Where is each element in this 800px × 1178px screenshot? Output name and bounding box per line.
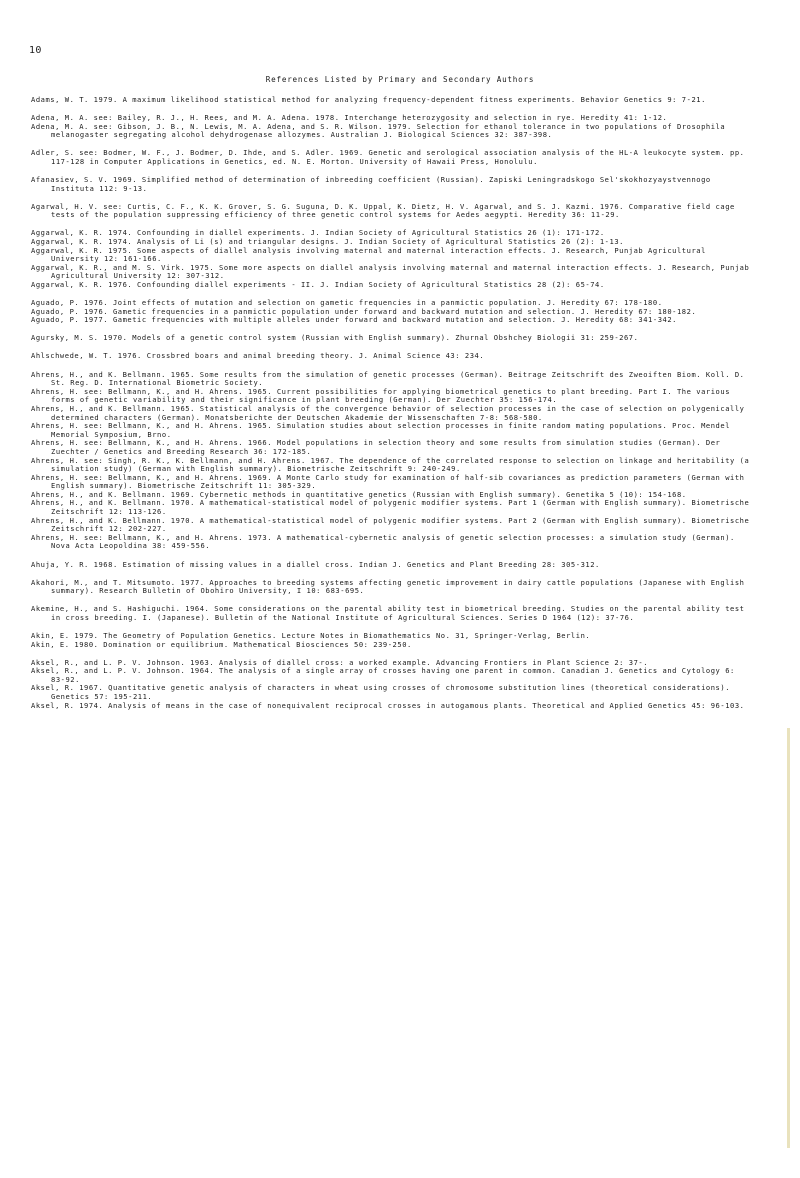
reference-group [31,299,751,325]
page-number: 10 [29,45,42,56]
reference-group [31,605,751,622]
reference-entry: Agarwal, H. V. see: Curtis, C. F., K. K. Grover, S. G. Suguna, D. K. Uppal, K. Dietz, H. V. Agarwal, and S. J. Kazmi. 1976. Comparative field cage tests of the population suppressing efficiency of three genetic control systems for Aedes aegypti. Heredity 36: 11-29. [31,201,735,220]
page-title: References Listed by Primary and Secondary Authors [265,75,535,84]
reference-entry: Aggarwal, K. R., and M. S. Virk. 1975. Some more aspects on diallel analysis involving maternal and maternal interaction effects. J. Research, Punjab Agricultural University 12: 307-312. [31,262,750,281]
reference-entry: Agursky, M. S. 1970. Models of a genetic control system (Russian with English summary). Zhurnal Obshchey Biologii 31: 259-267. [31,333,639,343]
reference-group [31,176,751,193]
reference-entry: Ahrens, H., and K. Bellmann. 1965. Some results from the simulation of genetic processes (German). Beitrage Zeitschrift des Zweoiften Biom. Koll. D. St. Reg. D. International Biometric Society. [31,369,745,388]
reference-entry: Aguado, P. 1976. Joint effects of mutation and selection on gametic frequencies in a panmictic population. J. Heredity 67: 178-180. [31,298,663,308]
reference-list [31,96,751,720]
reference-group [31,149,751,166]
reference-group [31,114,751,140]
reference-entry: Akin, E. 1980. Domination or equilibrium. Mathematical Biosciences 50: 239-250. [31,639,412,649]
reference-entry: Ahrens, H., and K. Bellmann. 1969. Cybernetic methods in quantitative genetics (Russian with English summary). Genetika 5 (10): 154-168. [31,489,687,499]
reference-entry: Ahrens, H. see: Singh, R. K., K. Bellmann, and H. Ahrens. 1967. The dependence of the correlated response to selection on linkage and heritability (a simulation study) (German with English summary). Biometrische Zeitschrift 9: 240-249. [31,455,750,474]
reference-entry: Aggarwal, K. R. 1974. Analysis of Li (s) and triangular designs. J. Indian Society of Agricultural Statistics 26 (2): 1-13. [31,237,624,247]
reference-entry: Aksel, R., and L. P. V. Johnson. 1964. The analysis of a single array of crosses having one parent in common. Canadian J. Genetics and Cytology 6: 83-92. [31,666,735,684]
reference-entry: Aksel, R. 1974. Analysis of means in the case of nonequivalent reciprocal crosses in autogamous plants. Theoretical and Applied Genetics 45: 96-103. [31,700,745,710]
reference-entry: Ahrens, H., and K. Bellmann. 1970. A mathematical-statistical model of polygenic modifier systems. Part 2 (German with English summary). Biometrische Zeitschrift 12: 202-227. [31,515,750,534]
reference-entry: Adler, S. see: Bodmer, W. F., J. Bodmer, D. Ihde, and S. Adler. 1969. Genetic and serological association analysis of the HL-A leukocyte system. pp. 117-128 in Computer Applications in Genetics, ed. N. E. Morton. University of Hawaii Press, Honolulu. [31,148,745,166]
reference-entry: Aguado, P. 1977. Gametic frequencies with multiple alleles under forward and backward mutation and selection. J. Heredity 68: 341-342. [31,315,677,325]
reference-entry: Aguado, P. 1976. Gametic frequencies in a panmictic population under forward and backward mutation and selection. J. Heredity 67: 180-182. [31,306,697,316]
reference-entry: Akahori, M., and T. Mitsumoto. 1977. Approaches to breeding systems affecting genetic improvement in dairy cattle populations (Japanese with English summary). Research Bulletin of Obohiro University, I 10: 683-695. [31,577,745,596]
reference-entry: Ahrens, H. see: Bellmann, K., and H. Ahrens. 1969. A Monte Carlo study for examination of half-sib covariances as prediction parameters (German with English summary). Biometrische Zeitschrift 11: 305-329. [31,472,745,491]
reference-entry: Ahrens, H. see: Bellmann, K., and H. Ahrens. 1966. Model populations in selection theory and some results from simulation studies (German). Der Zuechter / Genetics and Breeding Research 36: 172-185. [31,438,721,456]
reference-group [31,203,751,220]
reference-group [31,96,751,105]
page-edge-mark [787,728,790,1148]
reference-group [31,579,751,596]
reference-entry: Ahrens, H. see: Bellmann, K., and H. Ahrens. 1965. Current possibilities for applying biometrical genetics to plant breeding. Part I. The various forms of genetic variability and their significance in plant breeding (German). Der Zuechter 35: 156-174. [31,386,731,405]
reference-entry: Adena, M. A. see: Gibson, J. B., N. Lewis, M. A. Adena, and S. R. Wilson. 1979. Selection for ethanol tolerance in two populations of Drosophila melanogaster segregating alcohol dehydrogenase allozymes. Australian J. Biological Sciences 32: 387-398. [31,121,726,140]
reference-entry: Adams, W. T. 1979. A maximum likelihood statistical method for analyzing frequency-dependent fitness experiments. Behavior Genetics 9: 7-21. [31,95,706,104]
reference-group [31,659,751,711]
reference-entry: Adena, M. A. see: Bailey, R. J., H. Rees, and M. A. Adena. 1978. Interchange heterozygosity and selection in rye. Heredity 41: 1-12. [31,113,668,123]
reference-entry: Aggarwal, K. R. 1974. Confounding in diallel experiments. J. Indian Society of Agricultural Statistics 26 (1): 171-172. [31,228,605,238]
reference-entry: Ahrens, H. see: Bellmann, K., and H. Ahrens. 1965. Simulation studies about selection processes in finite random mating populations. Proc. Mendel Memorial Symposium, Brno. [31,421,731,439]
reference-entry: Aggarwal, K. R. 1976. Confounding diallel experiments - II. J. Indian Society of Agricultural Statistics 28 (2): 65-74. [31,280,605,289]
reference-entry: Ahrens, H., and K. Bellmann. 1970. A mathematical-statistical model of polygenic modifier systems. Part 1 (German with English summary). Biometrische Zeitschrift 12: 113-126. [31,498,750,517]
reference-entry: Ahrens, H., and K. Bellmann. 1965. Statistical analysis of the convergence behavior of selection processes in the case of selection on polygenically determined characters (German). Monatsberichte der Deutschen Akademie der Wissenschaften 7-8: 568-580. [31,403,745,422]
reference-group [31,229,751,289]
reference-entry: Akemine, H., and S. Hashiguchi. 1964. Some considerations on the parental ability test in biometrical breeding. Studies on the parental ability test in cross breeding. I. (Japanese). Bulletin of the National Institute of Agricultural Sciences. Series D 1964 (12): 37-76. [31,604,745,622]
reference-entry: Ahuja, Y. R. 1968. Estimation of missing values in a diallel cross. Indian J. Genetics and Plant Breeding 28: 305-312. [31,559,600,569]
reference-group [31,334,751,343]
reference-entry: Ahrens, H. see: Bellmann, K., and H. Ahrens. 1973. A mathematical-cybernetic analysis of genetic selection processes: a simulation study (German). Nova Acta Leopoldina 38: 459-556. [31,532,735,551]
reference-entry: Aggarwal, K. R. 1975. Some aspects of diallel analysis involving maternal and maternal interaction effects. J. Research, Punjab Agricultural University 12: 161-166. [31,245,706,264]
reference-group [31,561,751,570]
reference-group [31,632,751,649]
reference-group [31,371,751,551]
reference-entry: Aksel, R., and L. P. V. Johnson. 1963. Analysis of diallel cross: a worked example. Advancing Frontiers in Plant Science 2: 37-. [31,657,649,667]
reference-group [31,352,751,361]
reference-entry: Aksel, R. 1967. Quantitative genetic analysis of characters in wheat using crosses of chromosome substitution lines (theoretical considerations). Genetics 57: 195-211. [31,683,731,702]
reference-entry: Afanasiev, S. V. 1969. Simplified method of determination of inbreeding coefficient (Russian). Zapiski Leningradskogo Sel'skokhozyaystvennogo Instituta 112: 9-13. [31,175,711,193]
reference-entry: Ahlschwede, W. T. 1976. Crossbred boars and animal breeding theory. J. Animal Science 43: 234. [31,351,485,361]
reference-entry: Akin, E. 1979. The Geometry of Population Genetics. Lecture Notes in Biomathematics No. 31, Springer-Verlag, Berlin. [31,631,591,640]
